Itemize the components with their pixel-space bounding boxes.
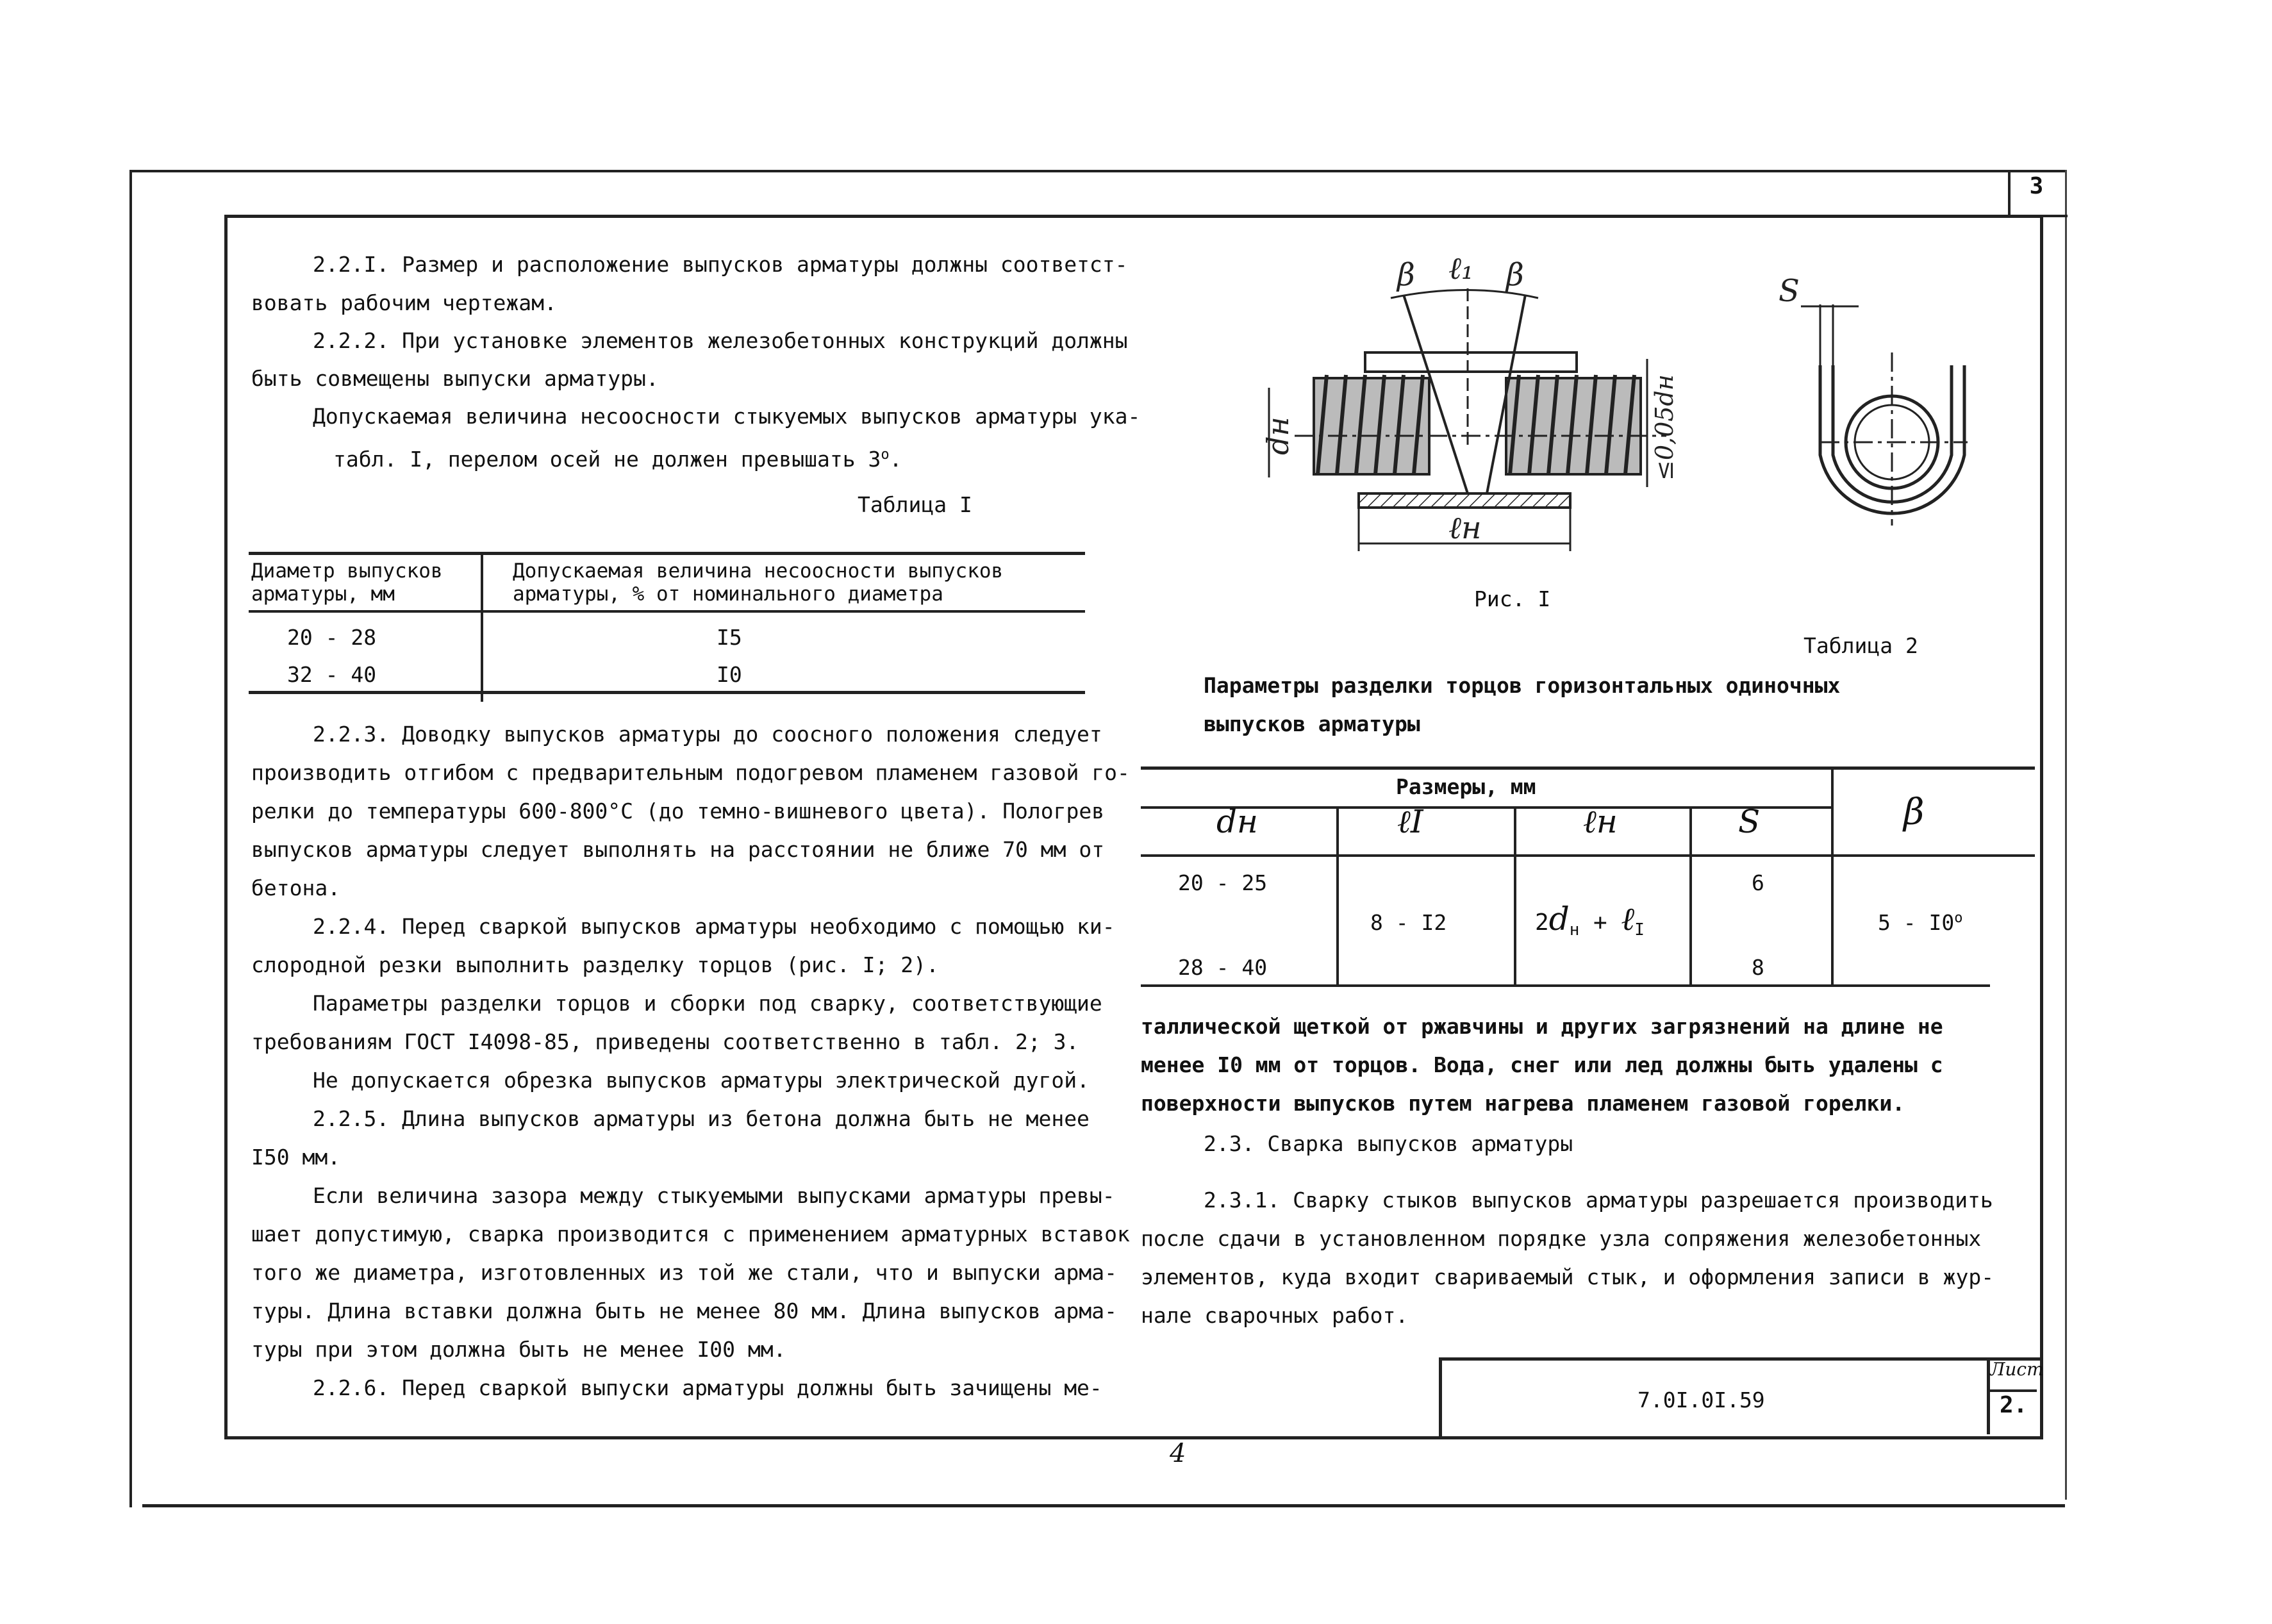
para-2-2-2: 2.2.2. При установке элементов железобетонных конструкций должны — [313, 328, 1128, 353]
doc-code: 7.0I.0I.59 — [1638, 1388, 1765, 1413]
table1-col-divider — [481, 553, 483, 702]
label-beta-left: β — [1397, 257, 1415, 293]
ln-plus: + — [1579, 909, 1621, 936]
table2-title-line2: выпусков арматуры — [1204, 711, 1420, 736]
table1-row2-diameter: 32 - 40 — [287, 662, 377, 687]
table2-divider-1 — [1336, 808, 1339, 984]
para-line: бетона. — [251, 875, 341, 900]
para-line: производить отгибом с предварительным подогревом пламенем газовой го- — [251, 760, 1130, 785]
table2-top-rule — [1141, 766, 2035, 770]
label-dn: dн — [1261, 417, 1295, 455]
ln-d: d — [1548, 900, 1570, 938]
para-tolerance: Допускаемая величина несоосности стыкуемых выпусков арматуры ука- — [313, 404, 1141, 429]
para-2-2-2-cont: быть совмещены выпуски арматуры. — [251, 366, 659, 391]
para-line: I50 мм. — [251, 1145, 341, 1170]
para-2-2-6: 2.2.6. Перед сваркой выпуски арматуры должны быть зачищены ме- — [313, 1375, 1102, 1400]
table2-group-header: Размеры, мм — [1396, 774, 1536, 799]
para-tolerance-cont — [333, 436, 902, 479]
figure-caption: Рис. I — [1474, 586, 1551, 611]
table2-divider-3 — [1689, 808, 1692, 984]
tolerance-degree: о — [881, 447, 890, 463]
para-2-2-5: 2.2.5. Длина выпусков арматуры из бетона должна быть не менее — [313, 1106, 1090, 1131]
ln-d-sub: н — [1569, 920, 1580, 940]
para-right-line: таллической щеткой от ржавчины и других загрязнений на длине не — [1141, 1014, 1943, 1039]
para-2-2-1-cont: вовать рабочим чертежам. — [251, 290, 557, 315]
para-right-line: поверхности выпусков путем нагрева пламенем газовой горелки. — [1141, 1091, 1905, 1116]
para-right-line: элементов, куда входит свариваемый стык, и оформления записи в жур- — [1141, 1264, 1994, 1289]
label-l1: ℓ₁ — [1448, 251, 1474, 286]
para-line: слородной резки выполнить разделку торцов (рис. I; 2). — [251, 952, 939, 977]
page-corner-number: 3 — [2029, 173, 2044, 199]
table2-header-rule — [1141, 854, 2035, 857]
para-line: Не допускается обрезка выпусков арматуры электрической дугой. — [313, 1068, 1090, 1093]
table2-divider-4 — [1831, 768, 1834, 984]
para-2-2-1: 2.2.I. Размер и расположение выпусков арматуры должны соответст- — [313, 252, 1128, 277]
table2-divider-2 — [1514, 808, 1516, 984]
para-line: релки до температуры 600-800°С (до темно-вишневого цвета). Пологрев — [251, 799, 1105, 824]
table2-header-beta: β — [1903, 791, 1925, 833]
table1-bottom-rule — [249, 691, 1085, 694]
para-line: туры при этом должна быть не менее I00 мм. — [251, 1337, 786, 1362]
beta-value: 5 - I0 — [1878, 910, 1955, 935]
para-line: туры. Длина вставки должна быть не менее 80 мм. Длина выпусков арма- — [251, 1298, 1118, 1323]
label-ln: ℓн — [1448, 510, 1482, 546]
tolerance-text: табл. I, перелом осей не должен превышать 3 — [333, 447, 881, 472]
para-line: того же диаметра, изготовленных из той же стали, что и выпуски арма- — [251, 1260, 1118, 1285]
section-2-3-heading: 2.3. Сварка выпусков арматуры — [1204, 1131, 1573, 1156]
table1-top-rule — [249, 552, 1085, 555]
table1-col2-header: Допускаемая величина несоосности выпусков арматуры, % от номинального диаметра — [513, 559, 1004, 606]
sheet-number: 2. — [2000, 1392, 2028, 1418]
table2-row1-s: 6 — [1752, 870, 1764, 895]
table1-col1-header: Диаметр выпусков арматуры, мм — [251, 559, 443, 606]
para-line: требованиям ГОСТ I4098-85, приведены соответственно в табл. 2; 3. — [251, 1029, 1079, 1054]
para-2-2-3: 2.2.3. Доводку выпусков арматуры до соосного положения следует — [313, 722, 1102, 747]
sheet-label: Лист — [1990, 1359, 2044, 1380]
ln-l: ℓ — [1621, 900, 1635, 938]
label-beta-right: β — [1506, 257, 1524, 293]
table2-ln-value — [1535, 900, 1645, 940]
label-tolerance: ≤0,05dн — [1650, 374, 1679, 481]
figure-cross-section — [1769, 269, 1980, 538]
table2-bottom-rule — [1141, 984, 1990, 987]
table2-header-ln: ℓн — [1583, 803, 1618, 840]
para-line: Если величина зазора между стыкуемыми выпусками арматуры превы- — [313, 1183, 1115, 1208]
table2-caption: Таблица 2 — [1804, 633, 1918, 658]
table2-beta-value — [1878, 910, 1962, 935]
outer-frame-right — [2065, 170, 2067, 1500]
table2-title-line1: Параметры разделки торцов горизонтальных одиночных — [1204, 673, 1841, 698]
para-line: шает допустимую, сварка производится с применением арматурных вставок — [251, 1222, 1130, 1247]
para-right-line: после сдачи в установленном порядке узла сопряжения железобетонных — [1141, 1226, 1982, 1251]
table2-row2-dn: 28 - 40 — [1178, 955, 1268, 980]
para-2-2-4: 2.2.4. Перед сваркой выпусков арматуры необходимо с помощью ки- — [313, 914, 1115, 939]
para-line: Параметры разделки торцов и сборки под сварку, соответствующие — [313, 991, 1102, 1016]
table1-header-rule — [249, 610, 1085, 613]
outer-frame-bottom — [142, 1504, 2065, 1507]
table1-row2-value: I0 — [717, 662, 742, 687]
handwritten-page-number: 4 — [1170, 1439, 1186, 1468]
para-right-line: нале сварочных работ. — [1141, 1303, 1409, 1328]
tolerance-period: . — [889, 447, 902, 472]
table2-row1-dn: 20 - 25 — [1178, 870, 1268, 895]
figure-rebar-joint — [1256, 250, 1705, 558]
table1-caption: Таблица I — [858, 492, 972, 517]
para-line: выпусков арматуры следует выполнять на расстоянии не ближе 70 мм от — [251, 837, 1105, 862]
table1-row1-value: I5 — [717, 625, 742, 650]
ln-prefix: 2 — [1535, 909, 1549, 936]
label-s: S — [1779, 273, 1800, 309]
table2-row2-s: 8 — [1752, 955, 1764, 980]
para-2-3-1: 2.3.1. Сварку стыков выпусков арматуры разрешается производить — [1204, 1188, 1993, 1213]
table2-l1-value: 8 - I2 — [1370, 910, 1447, 935]
beta-degree: o — [1954, 910, 1963, 926]
table2-header-l1: ℓI — [1397, 803, 1423, 840]
table2-header-s: S — [1738, 803, 1761, 840]
ln-l-sub: I — [1634, 920, 1645, 940]
para-right-line: менее I0 мм от торцов. Вода, снег или лед должны быть удалены с — [1141, 1052, 1943, 1077]
table1-row1-diameter: 20 - 28 — [287, 625, 377, 650]
table2-header-dn: dн — [1216, 803, 1258, 840]
